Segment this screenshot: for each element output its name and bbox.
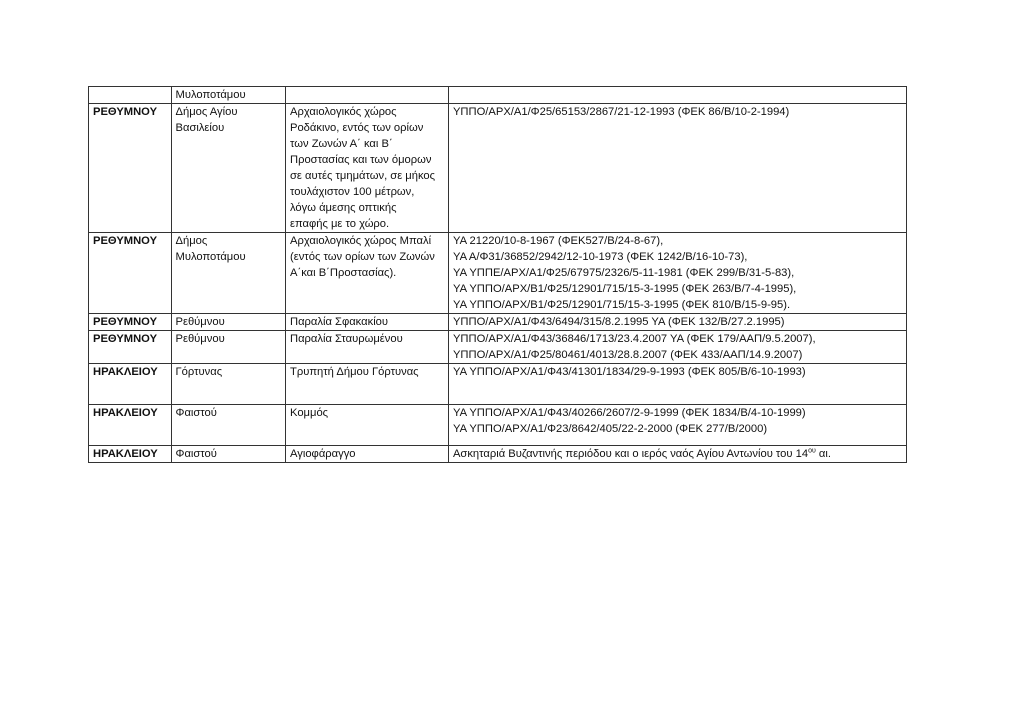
site-line: σε αυτές τμημάτων, σε μήκος bbox=[290, 170, 436, 182]
region-cell bbox=[89, 233, 172, 314]
municipality-line: Γόρτυνας bbox=[175, 366, 223, 378]
reference-line: ΥΠΠΟ/ΑΡΧ/Α1/Φ43/6494/315/8.2.1995 ΥΑ (ΦΕΚ 132/Β/27.2.1995) bbox=[452, 316, 785, 328]
site-line: Κομμός bbox=[290, 407, 329, 419]
reference-cell bbox=[448, 331, 906, 364]
reference-line: ΥΠΠΟ/ΑΡΧ/Α1/Φ25/65153/2867/21-12-1993 (ΦΕΚ 86/Β/10-2-1994) bbox=[452, 106, 790, 118]
table-row bbox=[89, 364, 907, 405]
region-text: ΗΡΑΚΛΕΙΟΥ bbox=[93, 448, 158, 460]
municipality-line: Δήμος Αγίου bbox=[175, 106, 238, 118]
municipality-line: Φαιστού bbox=[175, 448, 217, 460]
municipality-line: Δήμος bbox=[175, 235, 208, 247]
municipality-line: Βασιλείου bbox=[175, 122, 225, 134]
site-line: επαφής με το χώρο. bbox=[290, 218, 390, 230]
table-body bbox=[89, 87, 907, 463]
reference-line: ΥΠΠΟ/ΑΡΧ/Α1/Φ25/80461/4013/28.8.2007 (ΦΕΚ 433/ΑΑΠ/14.9.2007) bbox=[452, 349, 803, 361]
reference-tail: αι. bbox=[815, 448, 831, 460]
site-line: Παραλία Σφακακίου bbox=[290, 316, 389, 328]
site-line: Ροδάκινο, εντός των ορίων bbox=[290, 122, 424, 134]
municipality-cell bbox=[171, 233, 285, 314]
reference-line: ΥΠΠΟ/ΑΡΧ/Α1/Φ43/36846/1713/23.4.2007 ΥΑ (ΦΕΚ 179/ΑΑΠ/9.5.2007), bbox=[452, 333, 816, 345]
reference-line: ΥΑ 21220/10-8-1967 (ΦΕΚ527/Β/24-8-67), bbox=[452, 235, 664, 247]
reference-cell bbox=[448, 446, 906, 463]
municipality-cell bbox=[171, 331, 285, 364]
municipality-cell bbox=[171, 87, 285, 104]
reference-line: ΥΑ ΥΠΠΟ/ΑΡΧ/Β1/Φ25/12901/715/15-3-1995 (ΦΕΚ 263/Β/7-4-1995), bbox=[452, 283, 797, 295]
region-cell bbox=[89, 104, 172, 233]
site-line: λόγω άμεσης οπτικής bbox=[290, 202, 397, 214]
reference-cell bbox=[448, 104, 906, 233]
site-cell bbox=[286, 364, 449, 405]
region-cell bbox=[89, 405, 172, 446]
site-line: Τρυπητή Δήμου Γόρτυνας bbox=[290, 366, 419, 378]
region-cell bbox=[89, 314, 172, 331]
reference-line: ΥΑ Α/Φ31/36852/2942/12-10-1973 (ΦΕΚ 1242/Β/16-10-73), bbox=[452, 251, 748, 263]
reference-cell bbox=[448, 87, 906, 104]
municipality-line: Ρεθύμνου bbox=[175, 316, 225, 328]
site-line: Αρχαιολογικός χώρος bbox=[290, 106, 397, 118]
table-row bbox=[89, 233, 907, 314]
site-cell bbox=[286, 87, 449, 104]
table-row bbox=[89, 446, 907, 463]
reference-cell bbox=[448, 314, 906, 331]
site-cell bbox=[286, 233, 449, 314]
municipality-cell bbox=[171, 405, 285, 446]
site-line: Α΄και Β΄Προστασίας). bbox=[290, 267, 397, 279]
reference-cell bbox=[448, 233, 906, 314]
site-line: Αγιοφάραγγο bbox=[290, 448, 356, 460]
reference-line: ΥΑ ΥΠΠΟ/ΑΡΧ/Β1/Φ25/12901/715/15-3-1995 (ΦΕΚ 810/Β/15-9-95). bbox=[452, 299, 791, 311]
table-row bbox=[89, 87, 907, 104]
site-line: Προστασίας και των όμορων bbox=[290, 154, 432, 166]
region-cell bbox=[89, 331, 172, 364]
reference-line: ΥΑ ΥΠΠΟ/ΑΡΧ/Α1/Φ43/41301/1834/29-9-1993 (ΦΕΚ 805/Β/6-10-1993) bbox=[452, 366, 806, 378]
site-line: Αρχαιολογικός χώρος Μπαλί bbox=[290, 235, 432, 247]
site-cell bbox=[286, 104, 449, 233]
municipality-line: Φαιστού bbox=[175, 407, 217, 419]
region-text: ΡΕΘΥΜΝΟΥ bbox=[93, 106, 158, 118]
region-text: ΡΕΘΥΜΝΟΥ bbox=[93, 316, 158, 328]
site-cell bbox=[286, 405, 449, 446]
region-text: ΡΕΘΥΜΝΟΥ bbox=[93, 235, 158, 247]
site-line: των Ζωνών Α΄ και Β΄ bbox=[290, 138, 393, 150]
municipality-cell bbox=[171, 364, 285, 405]
municipality-cell bbox=[171, 446, 285, 463]
region-text: ΗΡΑΚΛΕΙΟΥ bbox=[93, 366, 158, 378]
region-text: ΡΕΘΥΜΝΟΥ bbox=[93, 333, 158, 345]
site-line: (εντός των ορίων των Ζωνών bbox=[290, 251, 435, 263]
table-row bbox=[89, 331, 907, 364]
reference-text: Ασκηταριά Βυζαντινής περιόδου και ο ιερός ναός Αγίου Αντωνίου του 14 bbox=[452, 448, 809, 460]
municipality-line: Ρεθύμνου bbox=[175, 333, 225, 345]
region-cell bbox=[89, 364, 172, 405]
document-table bbox=[88, 86, 907, 463]
reference-line: ΥΑ ΥΠΠΟ/ΑΡΧ/Α1/Φ43/40266/2607/2-9-1999 (ΦΕΚ 1834/Β/4-10-1999) bbox=[452, 407, 806, 419]
municipality-line: Μυλοποτάμου bbox=[175, 89, 246, 101]
table-row bbox=[89, 104, 907, 233]
reference-cell bbox=[448, 364, 906, 405]
table-row bbox=[89, 405, 907, 446]
reference-line: ΥΑ ΥΠΠΟ/ΑΡΧ/Α1/Φ23/8642/405/22-2-2000 (ΦΕΚ 277/Β/2000) bbox=[452, 423, 768, 435]
municipality-cell bbox=[171, 104, 285, 233]
site-cell bbox=[286, 446, 449, 463]
municipality-line: Μυλοποτάμου bbox=[175, 251, 246, 263]
municipality-cell bbox=[171, 314, 285, 331]
site-line: τουλάχιστον 100 μέτρων, bbox=[290, 186, 415, 198]
region-cell bbox=[89, 87, 172, 104]
reference-cell bbox=[448, 405, 906, 446]
region-text: ΗΡΑΚΛΕΙΟΥ bbox=[93, 407, 158, 419]
site-cell bbox=[286, 314, 449, 331]
table-row bbox=[89, 314, 907, 331]
site-line: Παραλία Σταυρωμένου bbox=[290, 333, 403, 345]
region-cell bbox=[89, 446, 172, 463]
site-cell bbox=[286, 331, 449, 364]
reference-superscript: ου bbox=[808, 447, 816, 455]
reference-line: ΥΑ ΥΠΠΕ/ΑΡΧ/Α1/Φ25/67975/2326/5-11-1981 (ΦΕΚ 299/Β/31-5-83), bbox=[452, 267, 795, 279]
